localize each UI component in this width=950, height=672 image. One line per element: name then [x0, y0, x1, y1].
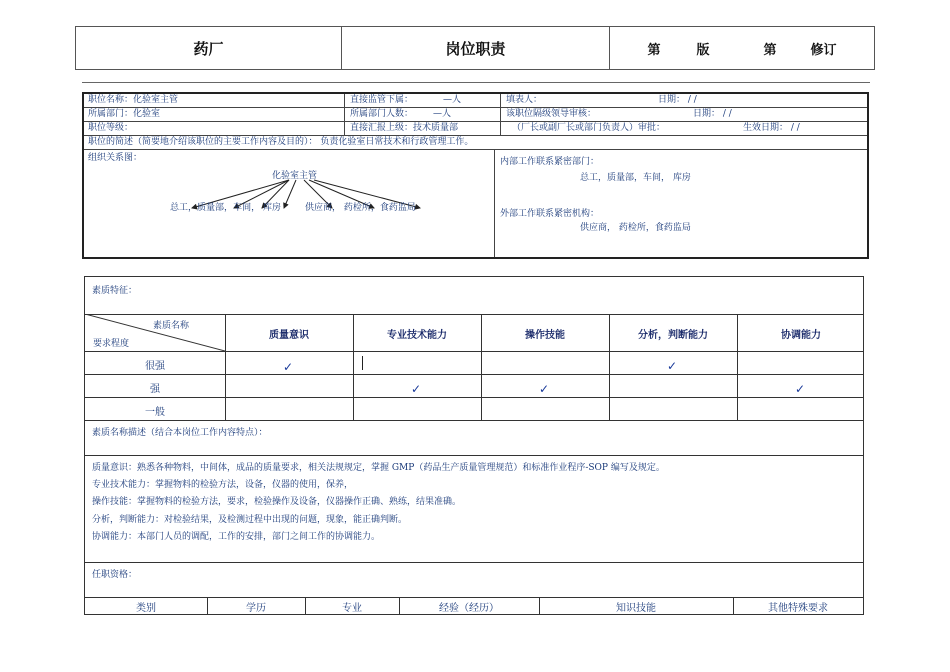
position-level: 职位等级： — [88, 123, 134, 133]
org-child: 药检所 — [343, 203, 371, 213]
level-very-strong: 很强 — [145, 361, 165, 372]
review-date: 日期： / / — [693, 109, 732, 119]
description-item: 分析，判断能力：对检验结果，及检测过程中出现的问题，现象，能正确判断。 — [92, 515, 408, 525]
position-info-table — [82, 92, 869, 259]
corner-bottom-label: 要求程度 — [93, 339, 130, 349]
text-cursor — [362, 356, 363, 370]
check-icon: ✓ — [667, 359, 678, 373]
dept-headcount-count: —人 — [433, 109, 452, 119]
check-icon: ✓ — [411, 382, 422, 396]
qualification-col: 其他特殊要求 — [768, 602, 828, 614]
org-chart-arrows — [84, 94, 494, 257]
quality-col-header: 专业技术能力 — [387, 329, 447, 341]
edition-unit: 版 — [696, 42, 710, 58]
internal-contacts-label: 内部工作联系紧密部门： — [500, 157, 600, 167]
direct-reports-count: —人 — [443, 95, 462, 105]
org-child: 供应商 — [304, 203, 332, 213]
revision-label: 第 — [763, 42, 777, 58]
org-child: 食药监局 — [379, 203, 416, 213]
check-icon: ✓ — [795, 382, 806, 396]
document-title: 岗位职责 — [342, 27, 610, 69]
company-name: 药厂 — [76, 27, 342, 69]
document-header — [75, 26, 875, 70]
qualification-col: 经验（经历） — [439, 602, 499, 614]
org-child: 质量部 — [197, 203, 225, 213]
filled-by-label: 填表人： — [506, 95, 543, 105]
org-root: 化验室主管 — [272, 171, 318, 181]
org-child: 总工 — [170, 203, 189, 213]
qualification-col: 专业 — [342, 602, 362, 614]
quality-col-header: 协调能力 — [781, 329, 821, 341]
direct-reports-label: 直接监管下属： — [350, 95, 414, 105]
description-item: 操作技能：掌握物料的检验方法，要求，检验操作及设备，仪器操作正确、熟练，结果准确。 — [92, 497, 462, 507]
org-children: 总工，质量部，车间， 库房 供应商， 药检所，食药监局 — [170, 203, 416, 213]
dept-headcount-label: 所属部门人数： — [350, 109, 414, 119]
position-summary: 职位的简述（简要地介绍该职位的主要工作内容及目的）： 负责化验室日常技术和行政管理工作。 — [88, 137, 474, 147]
divider-line — [82, 82, 870, 83]
check-icon: ✓ — [283, 360, 294, 374]
level-average: 一般 — [145, 407, 165, 418]
fill-date: 日期： / / — [658, 95, 697, 105]
edition-label: 第 — [647, 42, 661, 58]
description-item: 专业技术能力：掌握物料的检验方法，设备，仪器的使用，保养， — [92, 480, 354, 490]
quality-col-header: 操作技能 — [525, 329, 565, 341]
description-item: 协调能力：本部门人员的调配，工作的安排，部门之间工作的协调能力。 — [92, 532, 381, 542]
skip-leader-review: 该职位隔级领导审核： — [506, 109, 597, 119]
quality-title: 素质特征： — [92, 286, 138, 296]
approver: （厂长或副厂长或部门负责人）审批： — [512, 123, 666, 133]
qualification-title: 任职资格： — [92, 570, 138, 580]
description-item: 质量意识：熟悉各种物料，中间体，成品的质量要求，相关法规规定，掌握 GMP（药品生产质量管理规范）和标准作业程序-SOP 编写及规定。 — [92, 463, 665, 473]
edition-revision — [610, 27, 874, 69]
check-icon: ✓ — [539, 382, 550, 396]
description-title: 素质名称描述（结合本岗位工作内容特点）： — [92, 428, 268, 438]
qualification-col: 学历 — [246, 602, 266, 614]
quality-col-header: 分析，判断能力 — [638, 329, 708, 341]
qualification-col: 类别 — [136, 602, 156, 614]
revision-unit: 修订 — [810, 42, 837, 58]
level-strong: 强 — [150, 384, 160, 395]
qualification-col: 知识技能 — [616, 602, 656, 614]
external-contacts-value: 供应商， 药检所，食药监局 — [580, 223, 691, 233]
org-chart-label: 组织关系图： — [88, 153, 143, 163]
department: 所属部门：化验室 — [88, 109, 161, 119]
org-child: 车间 — [233, 203, 252, 213]
internal-contacts-value: 总工，质量部，车间， 库房 — [580, 173, 691, 183]
report-to: 直接汇报上级：技术质量部 — [350, 123, 459, 133]
effective-date: 生效日期： / / — [743, 123, 800, 133]
corner-top-label: 素质名称 — [153, 321, 190, 331]
position-name: 职位名称：化验室主管 — [88, 95, 179, 105]
quality-table — [84, 276, 864, 615]
org-child: 库房 — [262, 203, 281, 213]
external-contacts-label: 外部工作联系紧密机构： — [500, 209, 600, 219]
quality-col-header: 质量意识 — [269, 329, 309, 341]
